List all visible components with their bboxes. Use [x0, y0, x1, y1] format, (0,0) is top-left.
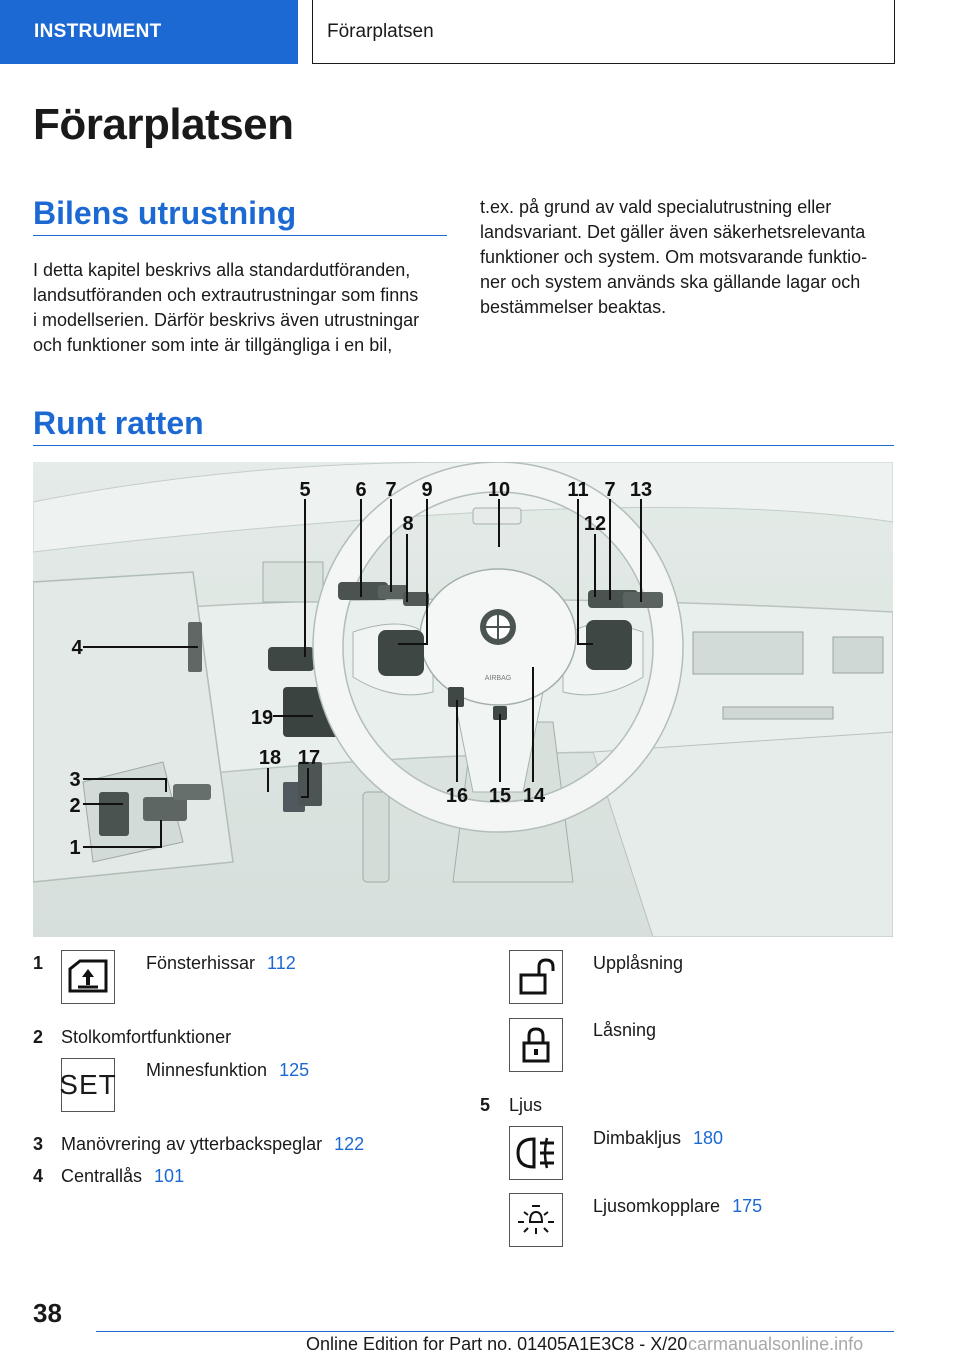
- equipment-paragraph-left: [33, 258, 419, 358]
- section-rule-wheel: [33, 445, 894, 446]
- list-item: [61, 1166, 184, 1187]
- callout-1: 1: [69, 837, 81, 859]
- page-ref-link[interactable]: 175: [732, 1196, 763, 1216]
- callout-7: 7: [385, 479, 397, 501]
- item-label: Manövrering av ytterbackspeglar: [61, 1134, 323, 1154]
- item-label: Fönsterhissar: [146, 953, 256, 973]
- item-label: Stolkomfortfunktioner: [61, 1027, 232, 1047]
- item-number: 2: [33, 1027, 44, 1047]
- item-label: Minnesfunktion: [146, 1060, 268, 1080]
- callout-18: 18: [258, 747, 282, 769]
- item-number: 5: [480, 1095, 491, 1115]
- icon-text: SET: [59, 1069, 117, 1100]
- callout-14: 14: [522, 785, 546, 807]
- callout-10: 10: [487, 479, 511, 501]
- footer-edition-text: Online Edition for Part no. 01405A1E3C8 - X/20: [306, 1334, 688, 1354]
- equipment-paragraph-right: [480, 195, 867, 320]
- text-line: landsvariant. Det gäller även säkerhetsrelevanta: [480, 222, 866, 242]
- item-number: 1: [33, 953, 44, 973]
- section-title-wheel: Runt ratten: [33, 405, 204, 441]
- page-ref-link[interactable]: 125: [279, 1060, 310, 1080]
- callout-19: 19: [250, 707, 274, 729]
- item-number: 3: [33, 1134, 44, 1154]
- section-title-equipment: Bilens utrustning: [33, 195, 297, 231]
- list-item: [146, 1060, 309, 1081]
- callout-4: 4: [71, 637, 83, 659]
- unlock-icon: [509, 950, 563, 1004]
- page-ref-link[interactable]: 122: [334, 1134, 365, 1154]
- text-line: t.ex. på grund av vald specialutrustning eller: [480, 197, 832, 217]
- footer-rule: [96, 1331, 894, 1332]
- steering-wheel-illustration: [33, 462, 893, 937]
- list-item: [146, 953, 296, 974]
- watermark: carmanualsonline.info: [688, 1334, 864, 1354]
- rear-fog-light-icon: [509, 1126, 563, 1180]
- light-switch-icon: [509, 1193, 563, 1247]
- item-label: Dimbakljus: [593, 1128, 682, 1148]
- callout-2: 2: [69, 795, 81, 817]
- page-title: Förarplatsen: [33, 100, 294, 149]
- set-memory-icon: [61, 1058, 115, 1112]
- header-section-tab: INSTRUMENT: [0, 0, 298, 64]
- callout-7-right: 7: [604, 479, 616, 501]
- text-line: funktioner och system. Om motsvarande funktio-: [480, 247, 868, 267]
- text-line: ner och system används ska gällande lagar och: [480, 272, 861, 292]
- text-line: bestämmelser beaktas.: [480, 297, 667, 317]
- text-line: I detta kapitel beskrivs alla standardutföranden,: [33, 260, 411, 280]
- item-label: Låsning: [593, 1020, 657, 1040]
- lock-icon: [509, 1018, 563, 1072]
- page-ref-link[interactable]: 180: [693, 1128, 724, 1148]
- list-item: [61, 1134, 364, 1155]
- text-line: landsutföranden och extrautrustningar som finns: [33, 285, 419, 305]
- item-number: 4: [33, 1166, 44, 1186]
- list-item: [593, 1128, 723, 1149]
- item-label: Ljus: [509, 1095, 543, 1115]
- callout-3: 3: [69, 769, 81, 791]
- callout-17: 17: [297, 747, 321, 769]
- page-ref-link[interactable]: 101: [154, 1166, 185, 1186]
- callout-12: 12: [583, 513, 607, 535]
- item-label: Centrallås: [61, 1166, 143, 1186]
- callout-8: 8: [402, 513, 414, 535]
- text-line: och funktioner som inte är tillgängliga i en bil,: [33, 335, 393, 355]
- callout-9: 9: [421, 479, 433, 501]
- callout-15: 15: [488, 785, 512, 807]
- cockpit-drawing: [33, 462, 893, 937]
- text-line: i modellserien. Därför beskrivs även utrustningar: [33, 310, 420, 330]
- callout-16: 16: [445, 785, 469, 807]
- list-item: [593, 1196, 762, 1217]
- callout-13: 13: [629, 479, 653, 501]
- header-chapter-box: Förarplatsen: [312, 0, 895, 64]
- callout-6: 6: [355, 479, 367, 501]
- window-lift-icon: [61, 950, 115, 1004]
- airbag-label: AIRBAG: [484, 675, 512, 682]
- section-rule-equipment: [33, 235, 447, 236]
- item-label: Ljusomkopplare: [593, 1196, 721, 1216]
- item-label: Upplåsning: [593, 953, 684, 973]
- page-ref-link[interactable]: 112: [267, 953, 296, 973]
- callout-5: 5: [299, 479, 311, 501]
- page-number: 38: [33, 1298, 62, 1328]
- callout-11: 11: [567, 479, 589, 501]
